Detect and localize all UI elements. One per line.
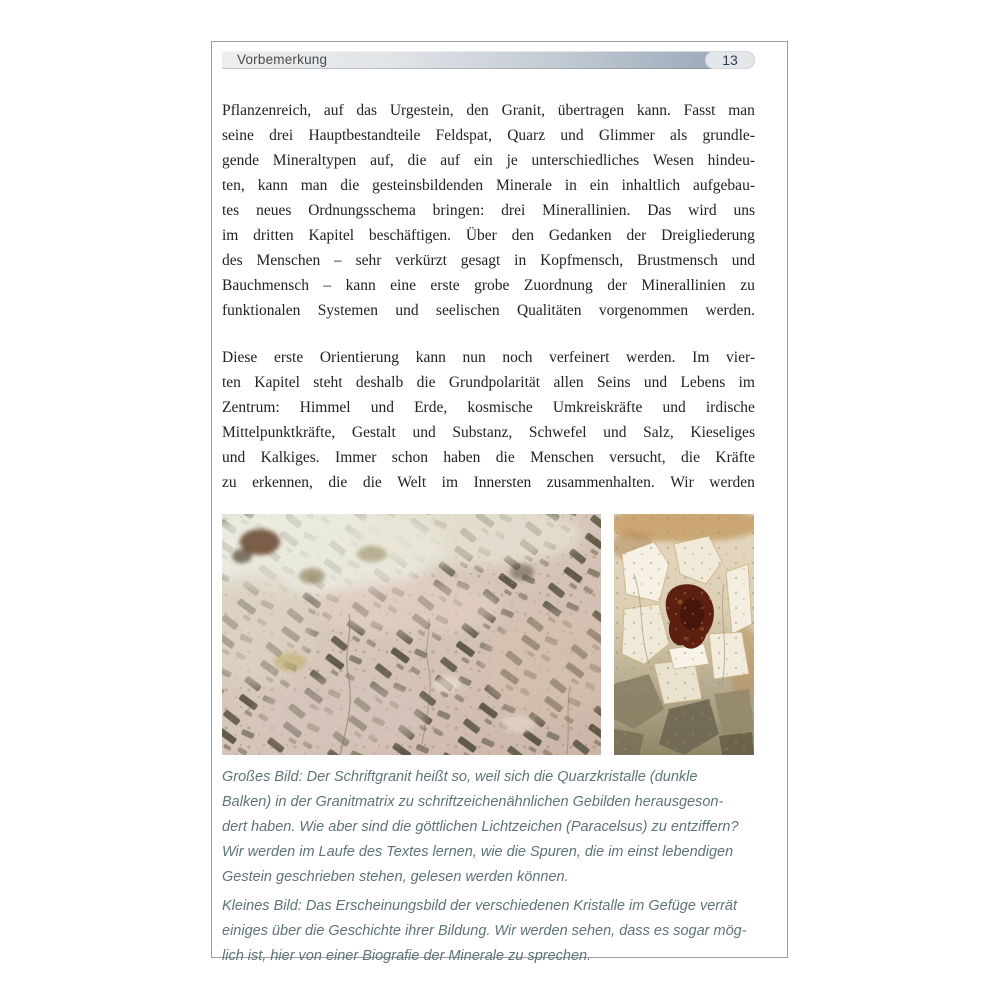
text-line: des Menschen – sehr verkürzt gesagt in Kopfmensch, Brustmensch und [222, 252, 755, 269]
caption-line: dert haben. Wie aber sind die göttlichen Lichtzeichen (Paracelsus) zu entziffern? [222, 819, 739, 835]
text-line: ten, kann man die gesteinsbildenden Minerale in ein inhaltlich aufgebau- [222, 177, 755, 194]
large-figure-schriftgranit [222, 514, 601, 755]
caption-line: Gestein geschrieben stehen, gelesen werden können. [222, 869, 569, 885]
caption-line: einiges über die Geschichte ihrer Bildung. Wir werden sehen, dass es sogar mög- [222, 923, 747, 939]
kristall-gefuege-image [614, 514, 754, 755]
text-line: Zentrum: Himmel und Erde, kosmische Umkreiskräfte und irdische [222, 399, 755, 416]
page-header [222, 51, 755, 69]
text-line: zu erkennen, die die Welt im Innersten zusammenhalten. Wir werden [222, 474, 755, 491]
body-paragraph-2 [222, 345, 755, 495]
book-page [211, 41, 788, 964]
caption-line: Wir werden im Laufe des Textes lernen, wie die Spuren, die im einst lebendigen [222, 844, 734, 860]
caption-small-image [222, 894, 767, 969]
text-line: Diese erste Orientierung kann nun noch verfeinert werden. Im vier- [222, 349, 755, 366]
text-line: und Kalkiges. Immer schon haben die Menschen versucht, die Kräfte [222, 449, 755, 466]
page-number-badge [705, 51, 755, 69]
caption-line: lich ist, hier von einer Biografie der Minerale zu sprechen. [222, 948, 592, 964]
text-line: gende Mineraltypen auf, die auf ein je unterschiedliches Wesen hindeu- [222, 152, 755, 169]
caption-large-image [222, 765, 767, 890]
text-line: ten Kapitel steht deshalb die Grundpolarität allen Seins und Lebens im [222, 374, 755, 391]
body-paragraph-1 [222, 98, 755, 323]
text-line: funktionalen Systemen und seelischen Qualitäten vorgenommen werden. [222, 302, 755, 319]
caption-line: Kleines Bild: Das Erscheinungsbild der verschiedenen Kristalle im Gefüge verrät [222, 898, 738, 914]
text-line: tes neues Ordnungsschema bringen: drei Minerallinien. Das wird uns [222, 202, 755, 219]
schriftgranit-image [222, 514, 601, 755]
text-line: seine drei Hauptbestandteile Feldspat, Quarz und Glimmer als grundle- [222, 127, 755, 144]
text-line: Mittelpunktkräfte, Gestalt und Substanz, Schwefel und Salz, Kieseliges [222, 424, 755, 441]
text-line: im dritten Kapitel beschäftigen. Über den Gedanken der Dreigliederung [222, 227, 755, 244]
section-title: Vorbemerkung [237, 52, 328, 67]
caption-line: Großes Bild: Der Schriftgranit heißt so, weil sich die Quarzkristalle (dunkle [222, 769, 698, 785]
small-figure-crystal [614, 514, 754, 755]
text-line: Pflanzenreich, auf das Urgestein, den Granit, übertragen kann. Fasst man [222, 102, 755, 119]
text-line: Bauchmensch – kann eine erste grobe Zuordnung der Minerallinien zu [222, 277, 755, 294]
page-number: 13 [722, 52, 738, 68]
caption-line: Balken) in der Granitmatrix zu schriftzeichenähnlichen Gebilden herausgeson- [222, 794, 724, 810]
figure-row [222, 514, 755, 755]
